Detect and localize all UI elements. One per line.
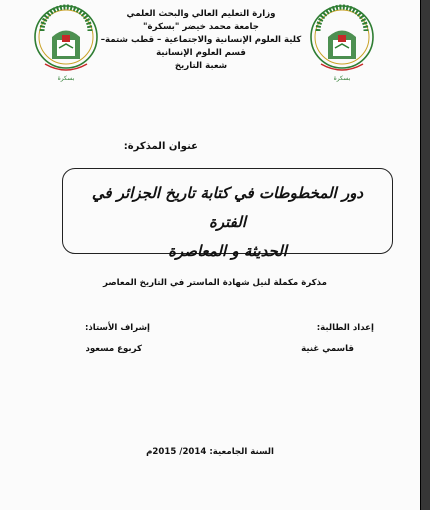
memo-title-line-1: دور المخطوطات في كتابة تاريخ الجزائر في الفترة bbox=[91, 184, 364, 231]
memo-title-box bbox=[62, 168, 393, 260]
memo-title-label: عنوان المذكرة: bbox=[123, 141, 198, 152]
supervisor-name: كربوع مسعود bbox=[85, 344, 142, 354]
memo-title bbox=[63, 179, 392, 266]
academic-year: السنة الجامعية: 2014/ 2015م bbox=[146, 447, 274, 457]
logo-bottom-text: بسكرة bbox=[333, 75, 351, 82]
student-label: إعداد الطالبة: bbox=[316, 323, 374, 333]
university-logo-right bbox=[309, 4, 375, 84]
institution-header bbox=[96, 8, 306, 73]
student-name: قاسمي غنية bbox=[301, 344, 354, 354]
memo-subtitle: مذكرة مكملة لنيل شهادة الماستر في التاريخ المعاصر bbox=[103, 278, 327, 288]
viewer-background-strip bbox=[421, 0, 430, 510]
ministry-line: وزارة التعليم العالي والبحث العلمي bbox=[126, 9, 276, 19]
branch-line: شعبة التاريخ bbox=[174, 61, 228, 71]
logo-bottom-text: بسكرة bbox=[57, 75, 75, 82]
university-line: جامعة محمد خيضر "بسكرة" bbox=[143, 22, 259, 32]
memo-title-line-2: الحديثة و المعاصرة bbox=[168, 242, 287, 260]
university-logo-left bbox=[33, 4, 99, 84]
department-line: قسم العلوم الإنسانية bbox=[156, 48, 246, 58]
supervisor-label: إشراف الأستاذ: bbox=[84, 323, 150, 333]
faculty-line: كلية العلوم الإنسانية والاجتماعية – قطب شتمة– bbox=[100, 35, 302, 45]
